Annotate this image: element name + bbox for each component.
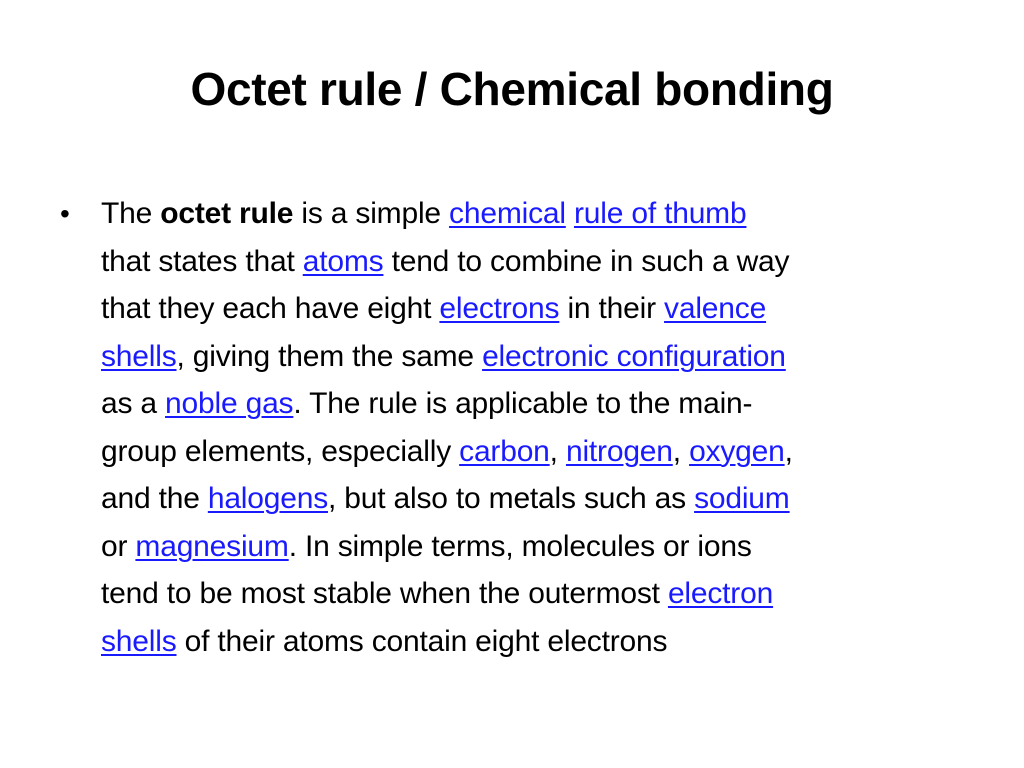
link-sodium[interactable]: sodium <box>694 482 790 515</box>
text-segment: tend to combine in such a way <box>383 244 790 278</box>
octet-rule-paragraph <box>101 190 960 665</box>
text-segment: in their <box>559 292 665 325</box>
link-oxygen[interactable]: oxygen <box>689 434 785 468</box>
link-chemical[interactable]: chemical <box>449 197 566 230</box>
text-segment: , <box>549 434 566 468</box>
text-segment: , but also to metals such as <box>328 482 695 515</box>
link-valence-shells-part2[interactable]: shells <box>101 339 177 373</box>
text-segment: and the <box>101 482 208 515</box>
text-segment: , <box>672 434 690 468</box>
text-segment: The <box>101 197 161 230</box>
link-nitrogen[interactable]: nitrogen <box>565 434 673 468</box>
link-electron-shells-part1[interactable]: electron <box>667 577 774 610</box>
link-rule-of-thumb[interactable]: rule of thumb <box>573 197 747 230</box>
text-segment: is a simple <box>293 197 450 230</box>
text-segment: as a <box>101 387 166 420</box>
link-carbon[interactable]: carbon <box>459 434 550 468</box>
text-segment: that they each have eight <box>101 292 440 325</box>
text-segment: , <box>784 434 793 468</box>
text-segment: that states that <box>101 244 303 278</box>
slide-body <box>60 190 960 665</box>
link-noble-gas[interactable]: noble gas <box>165 387 294 420</box>
octet-rule-term: octet rule <box>160 197 294 230</box>
link-electronic-configuration[interactable]: electronic configuration <box>482 339 786 373</box>
text-segment: , giving them the same <box>176 339 483 373</box>
link-atoms[interactable]: atoms <box>302 244 384 278</box>
link-halogens[interactable]: halogens <box>207 482 329 515</box>
link-electrons[interactable]: electrons <box>439 292 560 325</box>
bullet-icon: • <box>60 198 70 229</box>
link-valence-shells-part1[interactable]: valence <box>664 292 767 325</box>
text-segment: or <box>101 529 136 563</box>
link-magnesium[interactable]: magnesium <box>135 529 289 563</box>
bullet-item <box>60 190 960 665</box>
text-segment: group elements, especially <box>101 434 460 468</box>
slide-title: Octet rule / Chemical bonding <box>190 63 834 115</box>
text-segment: . The rule is applicable to the main- <box>293 387 753 420</box>
link-electron-shells-part2[interactable]: shells <box>101 624 177 658</box>
text-segment: tend to be most stable when the outermost <box>101 577 668 610</box>
text-segment: of their atoms contain eight electrons <box>176 624 668 658</box>
text-segment: . In simple terms, molecules or ions <box>288 529 752 563</box>
